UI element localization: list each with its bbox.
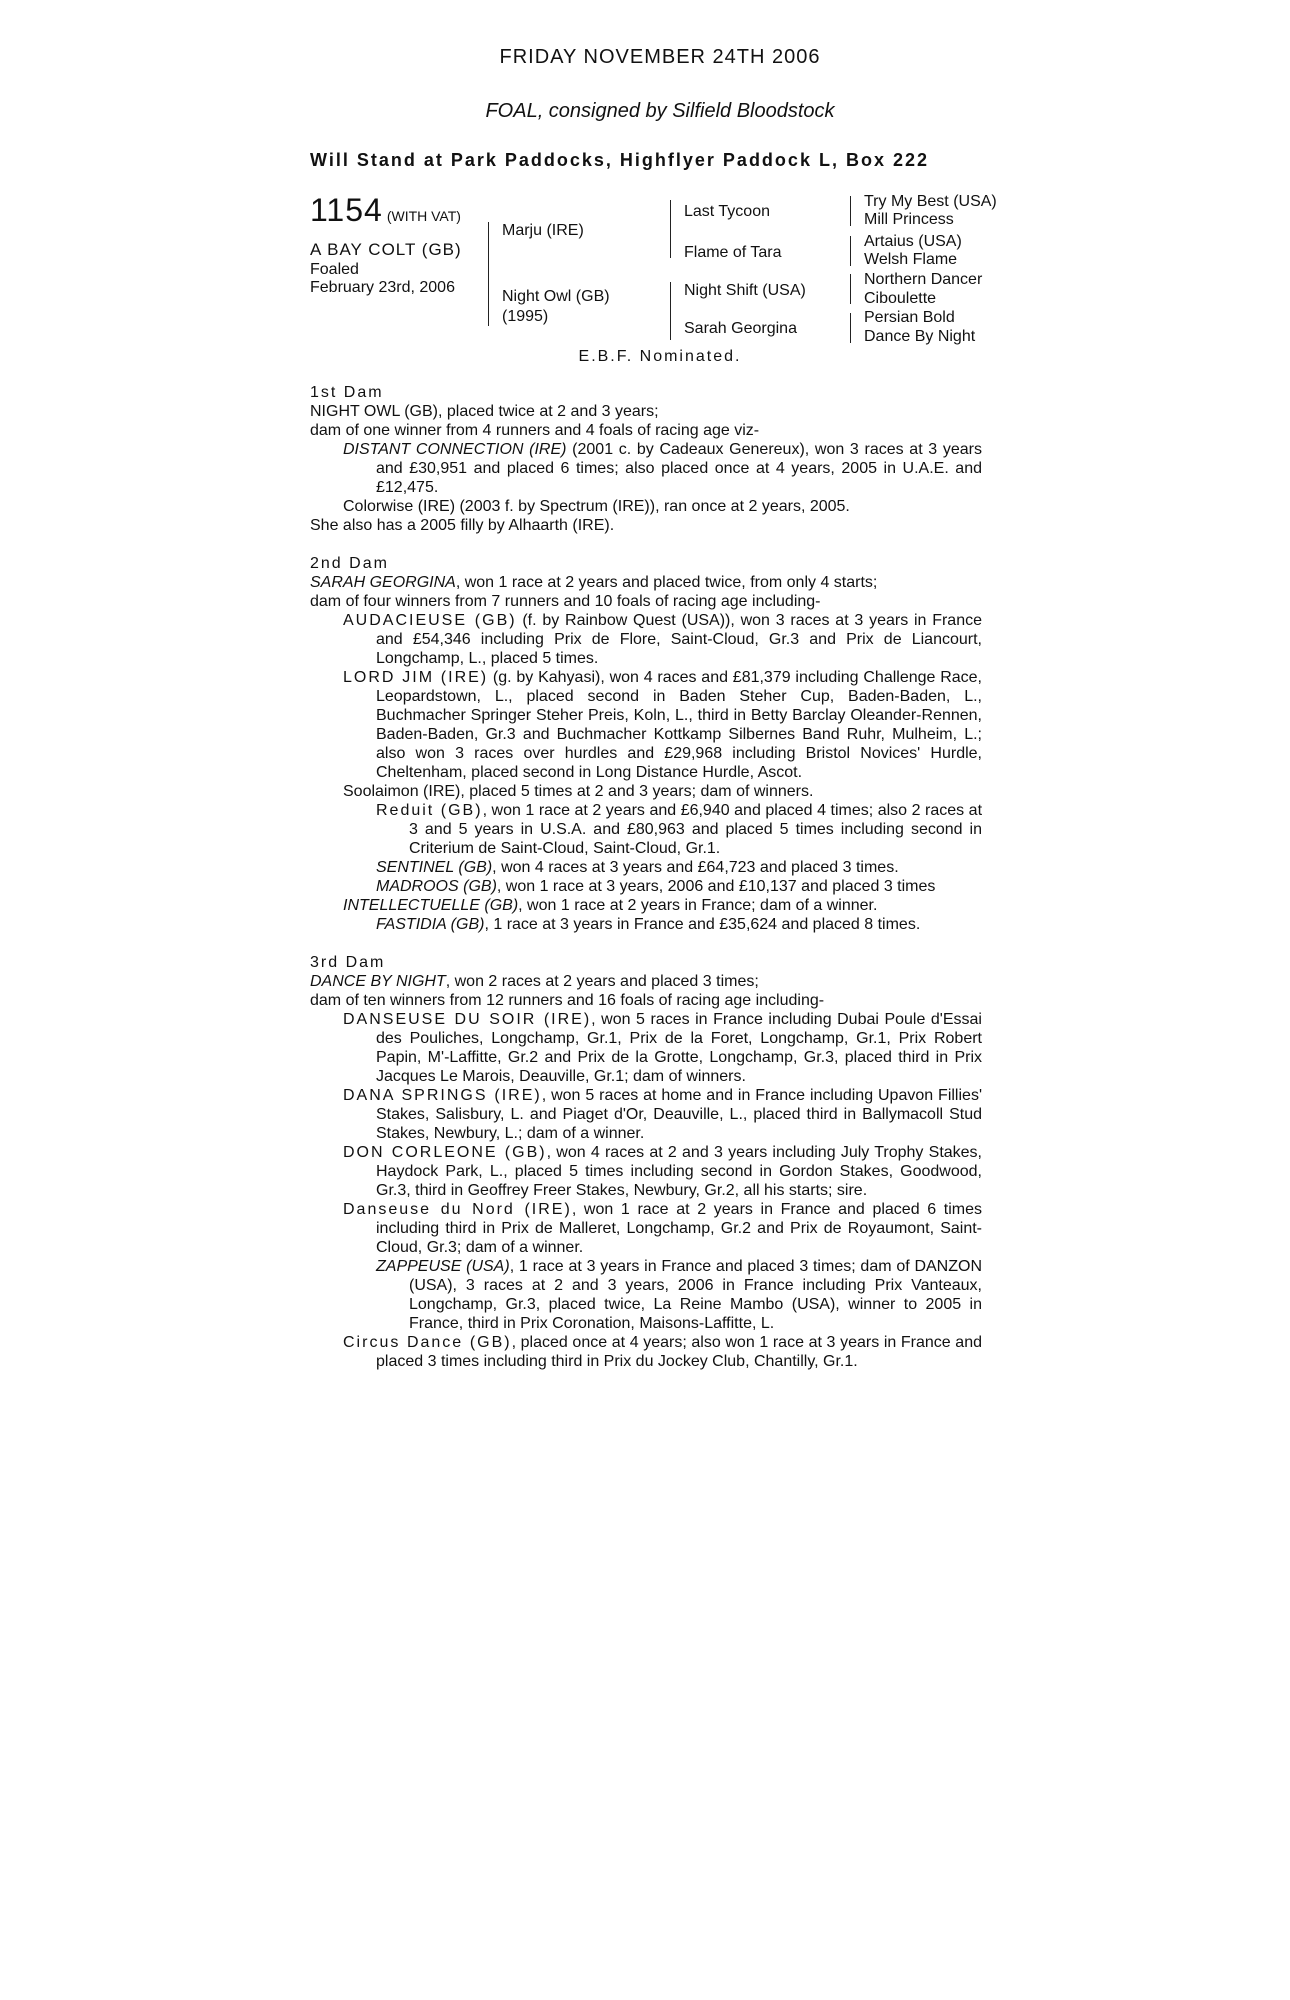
horse-name: LORD JIM (IRE) <box>343 669 489 686</box>
pedigree-gen3-3: Artaius (USA) <box>864 233 962 250</box>
first-dam-line: dam of one winner from 4 runners and 4 foals of racing age viz- <box>310 422 760 439</box>
pedigree-brace-g3-4 <box>850 313 851 343</box>
horse-name: INTELLECTUELLE (GB) <box>343 897 519 914</box>
ebf-note: E.B.F. Nominated. <box>578 348 742 365</box>
horse-name: MADROOS (GB) <box>376 878 497 895</box>
pedigree-brace-main <box>488 222 489 326</box>
pedigree-brace-g3-2 <box>850 236 851 266</box>
produce-entry <box>343 611 982 668</box>
foaled-label: Foaled <box>310 261 359 278</box>
pedigree-brace-sire <box>670 200 671 258</box>
pedigree-gen3-5: Northern Dancer <box>864 271 983 288</box>
horse-name: FASTIDIA (GB) <box>376 916 485 933</box>
entry-text: , won 5 races in France including Dubai Poule d'Essai des Pouliches, Longchamp, Gr.1, Prix de la Foret, Longchamp, Gr.1, Prix Robert Papin, M'-Laffitte, Gr.2 and Prix de la Grotte, Longchamp, Gr.3, placed third in Prix Jacques Le Marois, Deauville, Gr.1; dam of winners. <box>376 1011 982 1085</box>
entry-text: , won 5 races at home and in France including Upavon Fillies' Stakes, Salisbury, L. and Piaget d'Or, Deauville, L., placed third in Ballymacoll Stud Stakes, Newbury, L.; dam of a winner. <box>376 1087 982 1142</box>
entry-text: , won 1 race at 2 years in France and placed 6 times including third in Prix de Malleret, Longchamp, Gr.2 and Prix de Royaumont, Saint-Cloud, Gr.3; dam of a winner. <box>376 1201 983 1256</box>
horse-name: Circus Dance (GB) <box>343 1334 512 1351</box>
produce-entry <box>343 1086 982 1143</box>
pedigree-gen3-1: Try My Best (USA) <box>864 193 997 210</box>
pedigree-gen3-6: Ciboulette <box>864 290 937 307</box>
pedigree-brace-g3-1 <box>850 196 851 226</box>
catalogue-body <box>310 383 982 1371</box>
third-dam-line <box>310 972 982 991</box>
horse-name: DANA SPRINGS (IRE) <box>343 1087 542 1104</box>
pedigree-brace-g3-3 <box>850 274 851 304</box>
lot-heading <box>310 192 461 229</box>
entry-text: , won 4 races at 2 and 3 years including July Trophy Stakes, Haydock Park, L., placed 5 times including second in Gordon Stakes, Goodwood, Gr.3, third in Geoffrey Freer Stakes, Newbury, Gr.2, all his starts; sire. <box>376 1144 983 1199</box>
horse-name: Danseuse du Nord (IRE) <box>343 1201 572 1218</box>
produce-entry <box>376 915 982 934</box>
first-dam-heading: 1st Dam <box>310 384 384 401</box>
pedigree-dam-name: Night Owl (GB) <box>502 288 610 305</box>
horse-name: AUDACIEUSE (GB) <box>343 612 517 629</box>
second-dam-line <box>310 573 982 592</box>
entry-text: , placed once at 4 years; also won 1 race at 3 years in France and placed 3 times including third in Prix du Jockey Club, Chantilly, Gr.1. <box>376 1334 982 1370</box>
third-dam-line: dam of ten winners from 12 runners and 16 foals of racing age including- <box>310 992 825 1009</box>
horse-name: DANCE BY NIGHT <box>310 973 446 990</box>
entry-text: (2001 c. by Cadeaux Genereux), won 3 races at 3 years and £30,951 and placed 6 times; also placed once at 4 years, 2005 in U.A.E. and £12,475. <box>376 441 983 496</box>
horse-name: SENTINEL (GB) <box>376 859 493 876</box>
horse-name: ZAPPEUSE (USA) <box>376 1258 510 1275</box>
lot-number: 1154 <box>310 192 383 228</box>
second-dam-line: dam of four winners from 7 runners and 10 foals of racing age including- <box>310 593 821 610</box>
horse-name: DANSEUSE DU SOIR (IRE) <box>343 1011 592 1028</box>
pedigree-gen3-7: Persian Bold <box>864 309 955 326</box>
produce-entry <box>343 1010 982 1086</box>
pedigree-dam-year: (1995) <box>502 308 549 325</box>
entry-text: Colorwise (IRE) (2003 f. by Spectrum (IRE)), ran once at 2 years, 2005. <box>343 498 850 515</box>
produce-entry <box>376 877 982 896</box>
entry-text: , won 2 races at 2 years and placed 3 times; <box>445 973 759 990</box>
second-dam-heading: 2nd Dam <box>310 555 389 572</box>
pedigree-gen2-1: Last Tycoon <box>684 203 770 220</box>
consignor-line: FOAL, consigned by Silfield Bloodstock <box>485 100 835 122</box>
entry-text: , 1 race at 3 years in France and £35,624 and placed 8 times. <box>484 916 921 933</box>
produce-entry <box>343 1143 982 1200</box>
horse-name: SARAH GEORGINA <box>310 574 456 591</box>
produce-entry <box>343 440 982 497</box>
horse-name: DISTANT CONNECTION (IRE) <box>343 441 567 458</box>
pedigree-gen3-8: Dance By Night <box>864 328 976 345</box>
pedigree-gen2-4: Sarah Georgina <box>684 320 797 337</box>
entry-text: , 1 race at 3 years in France and placed 3 times; dam of DANZON (USA), 3 races at 2 and 3 years, 2006 in France including Prix Vanteaux, Longchamp, Gr.3, placed twice, La Reine Mambo (USA), winner to 2005 in France, third in Prix Coronation, Maisons-Laffitte, L. <box>409 1258 982 1332</box>
entry-text: , won 4 races at 3 years and £64,723 and placed 3 times. <box>492 859 899 876</box>
produce-entry <box>343 497 982 516</box>
entry-text: Soolaimon (IRE), placed 5 times at 2 and 3 years; dam of winners. <box>343 783 814 800</box>
pedigree-sire: Marju (IRE) <box>502 222 584 239</box>
pedigree-gen2-2: Flame of Tara <box>684 244 782 261</box>
horse-name: Reduit (GB) <box>376 802 483 819</box>
entry-text: , won 1 race at 3 years, 2006 and £10,137 and placed 3 times <box>496 878 936 895</box>
produce-entry <box>343 782 982 801</box>
foaled-info <box>310 261 455 297</box>
pedigree-gen3-4: Welsh Flame <box>864 251 958 268</box>
produce-entry <box>343 668 982 782</box>
entry-text: (f. by Rainbow Quest (USA)), won 3 races at 3 years in France and £54,346 including Prix de Flore, Saint-Cloud, Gr.3 and Prix de Liancourt, Longchamp, L., placed 5 times. <box>376 612 983 667</box>
entry-text: , won 1 race at 2 years and £6,940 and placed 4 times; also 2 races at 3 and 5 years in U.S.A. and £80,963 and placed 5 times including second in Criterium de Saint-Cloud, Saint-Cloud, Gr.1. <box>409 802 983 857</box>
produce-entry <box>343 1200 982 1257</box>
produce-entry <box>376 1257 982 1333</box>
third-dam-heading: 3rd Dam <box>310 954 386 971</box>
vat-note: (WITH VAT) <box>386 208 461 224</box>
entry-text: , won 1 race at 2 years and placed twice, from only 4 starts; <box>455 574 878 591</box>
pedigree-gen3-2: Mill Princess <box>864 211 954 228</box>
stand-location: Will Stand at Park Paddocks, Highflyer Paddock L, Box 222 <box>310 150 929 170</box>
pedigree-gen2-3: Night Shift (USA) <box>684 282 806 299</box>
first-dam-line: NIGHT OWL (GB), placed twice at 2 and 3 years; <box>310 403 659 420</box>
produce-entry <box>376 801 982 858</box>
horse-name: DON CORLEONE (GB) <box>343 1144 547 1161</box>
foaled-date: February 23rd, 2006 <box>310 279 455 296</box>
entry-text: (g. by Kahyasi), won 4 races and £81,379 including Challenge Race, Leopardstown, L., placed second in Baden Steher Cup, Baden-Baden, L., Buchmacher Springer Steher Preis, Koln, L., third in Betty Barclay Oleander-Rennen, Baden-Baden, Gr.3 and Buchmacher Kottkamp Silbernes Band Ruhr, Mulheim, L.; also won 3 races over hurdles and £29,968 including Bristol Novices' Hurdle, Cheltenham, placed second in Long Distance Hurdle, Ascot. <box>376 669 982 781</box>
produce-entry <box>343 896 982 915</box>
sale-date: FRIDAY NOVEMBER 24TH 2006 <box>499 46 821 68</box>
produce-entry <box>376 858 982 877</box>
pedigree-brace-dam <box>670 282 671 340</box>
lot-name: A BAY COLT (GB) <box>310 240 462 259</box>
produce-entry <box>343 1333 982 1371</box>
entry-text: , won 1 race at 2 years in France; dam of a winner. <box>518 897 878 914</box>
first-dam-tail: She also has a 2005 filly by Alhaarth (IRE). <box>310 517 615 534</box>
